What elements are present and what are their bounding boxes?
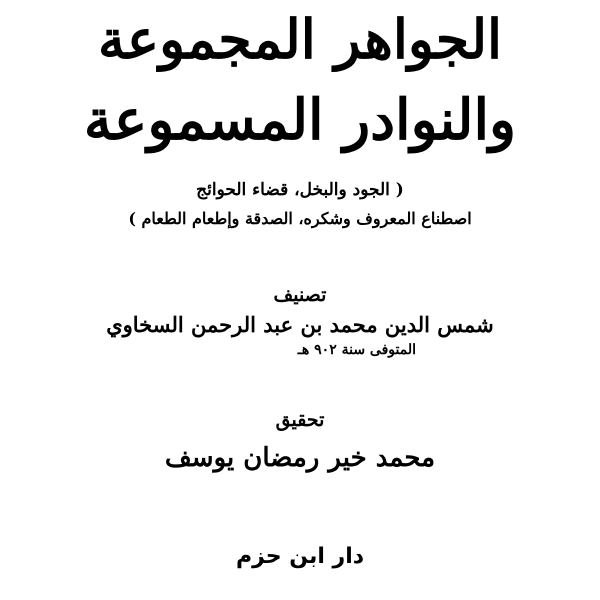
publisher-name: دار ابن حزم — [235, 544, 365, 569]
title-line-1: الجواهر المجموعة — [97, 7, 503, 71]
author-label: تصنيف — [273, 284, 327, 306]
author-name: شمس الدين محمد بن عبد الرحمن السخاوي — [106, 312, 494, 337]
editor-label: تحقيق — [275, 409, 325, 431]
title-line-2: والنوادر المسموعة — [83, 87, 517, 153]
subtitle-line-1: ( الجود والبخل، قضاء الحوائج — [196, 180, 404, 200]
subtitle-line-2: اصطناع المعروف وشكره، الصدقة وإطعام الطعام ) — [128, 209, 472, 228]
editor-name: محمد خير رمضان يوسف — [164, 443, 436, 473]
author-death-date: المتوفى سنة ٩٠٢ هـ — [297, 342, 416, 358]
